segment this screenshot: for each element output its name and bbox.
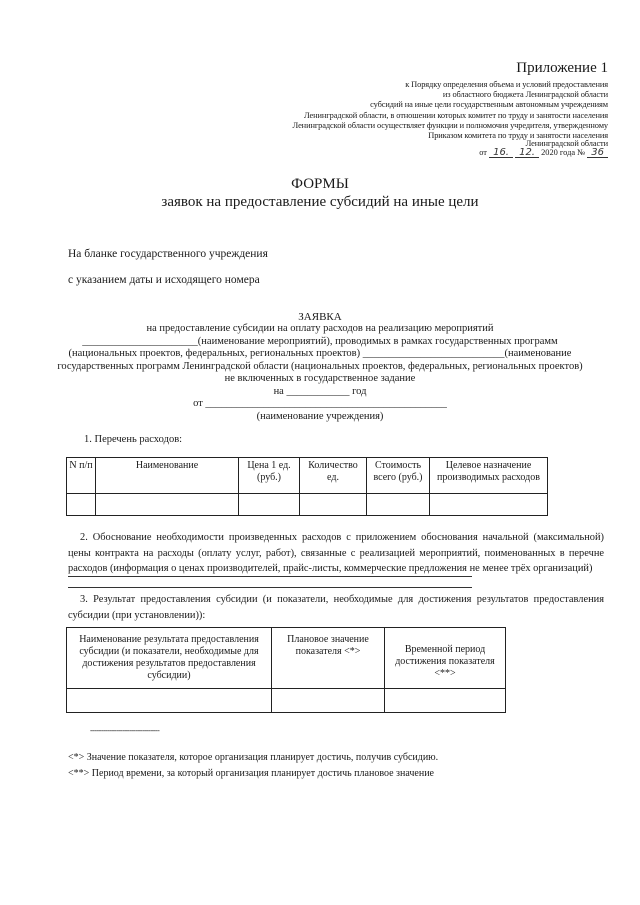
table-header-row — [67, 628, 506, 689]
footnote-1: <*> Значение показателя, которое организация планирует достичь, получив субсидию. — [68, 752, 439, 763]
appendix-date — [0, 148, 608, 158]
justification-text: 2. Обоснование необходимости произведенных расходов с приложением обоснования начальной (максимальной) цены контракта на расходы (оплату услуг, работ), связанные с реализацией мероприятий, поименованных в перечне расходов (информация о ценах производителей, прайс-листы, коммерческие предложения не менее трёх организаций) — [68, 532, 604, 574]
application-line: государственных программ Ленинградской области (национальных проектов, федеральных, региональных проектов) — [57, 361, 583, 372]
application-line: на предоставление субсидии на оплату расходов на реализацию мероприятий — [146, 323, 494, 334]
forms-title: ФОРМЫ — [291, 176, 349, 192]
expenses-table — [66, 457, 548, 516]
fill-line — [68, 587, 472, 588]
application-line: от ______________________________________________ — [193, 398, 447, 409]
date-day-handwritten: 16. — [489, 148, 513, 158]
expenses-label: 1. Перечень расходов: — [84, 434, 183, 445]
appendix-line: субсидий на иные цели государственным автономным учреждениям — [370, 100, 608, 109]
footnote-2: <**> Период времени, за который организация планирует достичь плановое значение — [68, 768, 434, 779]
application-line: (национальных проектов, федеральных, региональных проектов) ___________________________(наименование — [68, 348, 572, 359]
table-header-cell: Целевое назначение производимых расходов — [430, 458, 548, 494]
blank-line-2: с указанием даты и исходящего номера — [68, 274, 260, 286]
blank-line-1: На бланке государственного учреждения — [68, 248, 268, 260]
results-text: 3. Результат предоставления субсидии (и показатели, необходимые для достижения результатов предоставления субсидии (при установлении)): — [68, 594, 604, 621]
table-header-cell: Стоимость всего (руб.) — [367, 458, 430, 494]
table-header-row — [67, 458, 548, 494]
date-month-handwritten: 12. — [515, 148, 539, 158]
date-prefix: от — [479, 148, 487, 157]
footnote-separator: -------------------------------- — [90, 726, 160, 735]
application-line: ______________________(наименование мероприятий), проводимых в рамках государственных программ — [82, 336, 558, 347]
application-line: на ____________ год — [273, 386, 367, 397]
forms-subtitle: заявок на предоставление субсидий на иные цели — [161, 194, 479, 210]
table-row — [67, 689, 506, 713]
document-number-handwritten: 36 — [587, 148, 608, 158]
appendix-title: Приложение 1 — [516, 60, 608, 76]
appendix-line: Приказом комитета по труду и занятости населения — [428, 131, 608, 140]
application-line: (наименование учреждения) — [256, 411, 384, 422]
table-header-cell: Наименование — [96, 458, 239, 494]
table-row — [67, 494, 548, 516]
table-header-cell: Наименование результата предоставления субсидии (и показатели, необходимые для достижения результатов предоставления субсидии) — [67, 628, 272, 689]
application-title: ЗАЯВКА — [298, 311, 342, 323]
appendix-line: Ленинградской области — [525, 139, 608, 148]
date-year: 2020 года № — [541, 148, 586, 157]
fill-line — [68, 576, 472, 577]
appendix-line: Ленинградской области, в отношении которых комитет по труду и занятости населения — [304, 111, 608, 120]
table-header-cell: Количество ед. — [300, 458, 367, 494]
table-header-cell: Плановое значение показателя <*> — [272, 628, 385, 689]
table-header-cell: Цена 1 ед. (руб.) — [239, 458, 300, 494]
table-header-cell: Временной период достижения показателя <**> — [385, 628, 506, 689]
table-header-cell: N п/п — [67, 458, 96, 494]
appendix-line: Ленинградской области осуществляет функции и полномочия учредителя, утвержденному — [292, 121, 608, 130]
appendix-line: к Порядку определения объема и условий предоставления — [405, 80, 608, 89]
application-line: не включенных в государственное задание — [224, 373, 416, 384]
results-table — [66, 627, 506, 713]
appendix-line: из областного бюджета Ленинградской области — [442, 90, 608, 99]
